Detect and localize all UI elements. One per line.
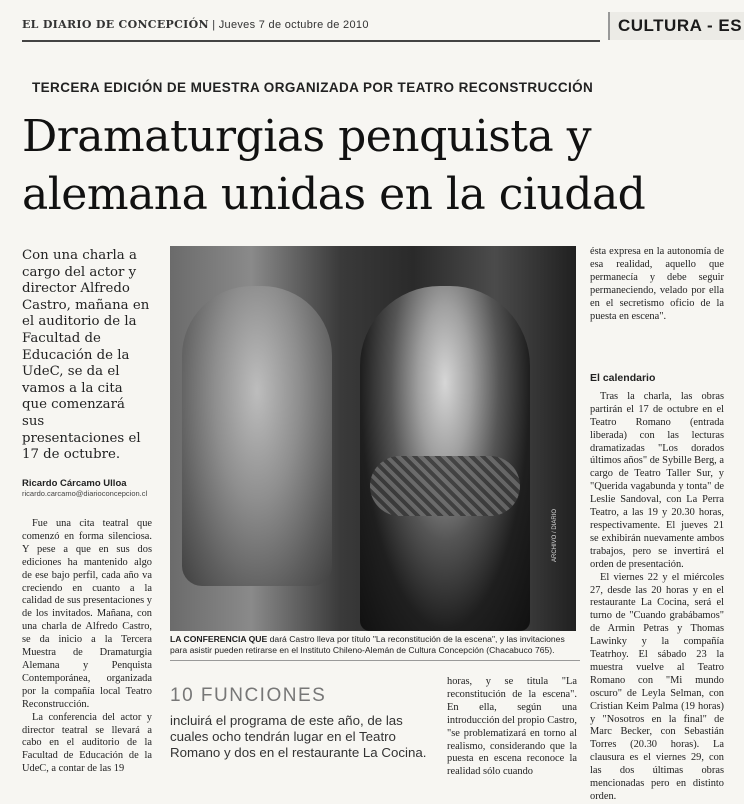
section-label: CULTURA - ES	[608, 12, 744, 40]
caption-lead: LA CONFERENCIA QUE	[170, 634, 268, 644]
header-rule	[22, 40, 600, 42]
body-paragraph: Fue una cita teatral que comenzó en forma silenciosa. Y pese a que en sus dos ediciones ha mantenido algo de ese bajo perfil, cada año va creciendo en cuanto a la calidad de sus presentaciones y de los invitados. Mañana, con una charla de Alfredo Castro, se da inicio a la Tercera Muestra de Dramaturgia Alemana y Penquista Contemporánea, organizada por la compañía local Teatro Reconstrucción.	[22, 518, 152, 710]
masthead-date: Jueves 7 de octubre de 2010	[218, 19, 369, 31]
photo-figure-left	[182, 286, 332, 586]
masthead-paper: EL DIARIO DE CONCEPCIÓN	[22, 18, 209, 31]
caption-text: dará Castro lleva por título "La reconstitución de la escena", y las invitaciones para asistir pueden retirarse en el Instituto Chileno-Alemán de Cultura Concepción (Chacabuco 765).	[170, 634, 565, 655]
photo-caption	[170, 634, 580, 656]
body-paragraph: horas, y se titula "La reconstitución de la escena". En ella, según una introducción del propio Castro, "se problematizará en torno al realismo, considerando que la puesta en escena reconoce la realidad sólo cuando	[447, 676, 577, 778]
body-paragraph: Tras la charla, las obras partirán el 17 de octubre en el Teatro Romano (entrada liberada) con las lecturas dramatizadas "Los dorados últimos años" de Sybille Berg, a cargo de Teatro Taller Sur, y "Querida vagabunda y tonta" de Leslie Sandoval, con La Perra Teatro, a las 19 y 20.30 horas, respectivamente. El jueves 21 se exhibirán nuevamente ambos trabajos, pero se invertirá el orden de presentación.	[590, 390, 724, 570]
article-photo	[170, 246, 576, 631]
pull-quote-title: 10 FUNCIONES	[170, 685, 327, 706]
photo-scarf	[370, 456, 520, 516]
body-column-1	[22, 518, 152, 776]
body-column-3	[447, 676, 577, 779]
subhead-calendario: El calendario	[590, 372, 656, 384]
lead-paragraph: Con una charla a cargo del actor y director Alfredo Castro, mañana en el auditorio de la Facultad de Educación de la UdeC, se da el vamos a la cita que comenzará sus presentaciones el 17 de octubre.	[22, 248, 150, 463]
caption-rule	[170, 660, 580, 661]
body-column-4	[590, 366, 724, 804]
headline: Dramaturgias penquista y alemana unidas en la ciudad	[22, 111, 646, 220]
masthead	[22, 18, 369, 31]
pull-quote-text: incluirá el programa de este año, de las cuales ocho tendrán lugar en el Teatro Romano y dos en el restaurante La Cocina.	[170, 713, 427, 760]
byline-name: Ricardo Cárcamo Ulloa	[22, 478, 127, 489]
byline	[22, 478, 152, 498]
photo-credit: ARCHIVO / DIARIO	[552, 508, 558, 562]
body-paragraph: El viernes 22 y el miércoles 27, desde las 20 horas y en el restaurante La Cocina, será el turno de "Cuando grabábamos" de Armin Petras y Thomas Lawinky y la compañía Teatrhoy. El sábado 23 la muestra vuelve al Teatro Romano con "Mi mundo oscuro" de Leyla Selman, con Cristian Keim Palma (19 horas) y "Nosotros en la final" de Marc Becker, con Sebastián Torres (20.30 horas). La clausura es el viernes 29, con las dos últimas obras mencionadas pero en distinto orden.	[590, 571, 724, 802]
kicker: TERCERA EDICIÓN DE MUESTRA ORGANIZADA POR TEATRO RECONSTRUCCIÓN	[32, 80, 594, 95]
body-column-4-top	[590, 246, 724, 323]
byline-email: ricardo.carcamo@diarioconcepcion.cl	[22, 489, 148, 498]
pull-quote	[170, 685, 432, 761]
body-paragraph: La conferencia del actor y director teatral se llevará a cabo en el auditorio de la Facultad de Educación de la UdeC, a contar de las 19	[22, 711, 152, 775]
body-paragraph: ésta expresa en la autonomía de esa realidad, aquello que permanecía y debe seguir permaneciendo, velado por ella en el secretismo oficio de la puesta en escena".	[590, 246, 724, 322]
masthead-separator: |	[212, 19, 216, 31]
